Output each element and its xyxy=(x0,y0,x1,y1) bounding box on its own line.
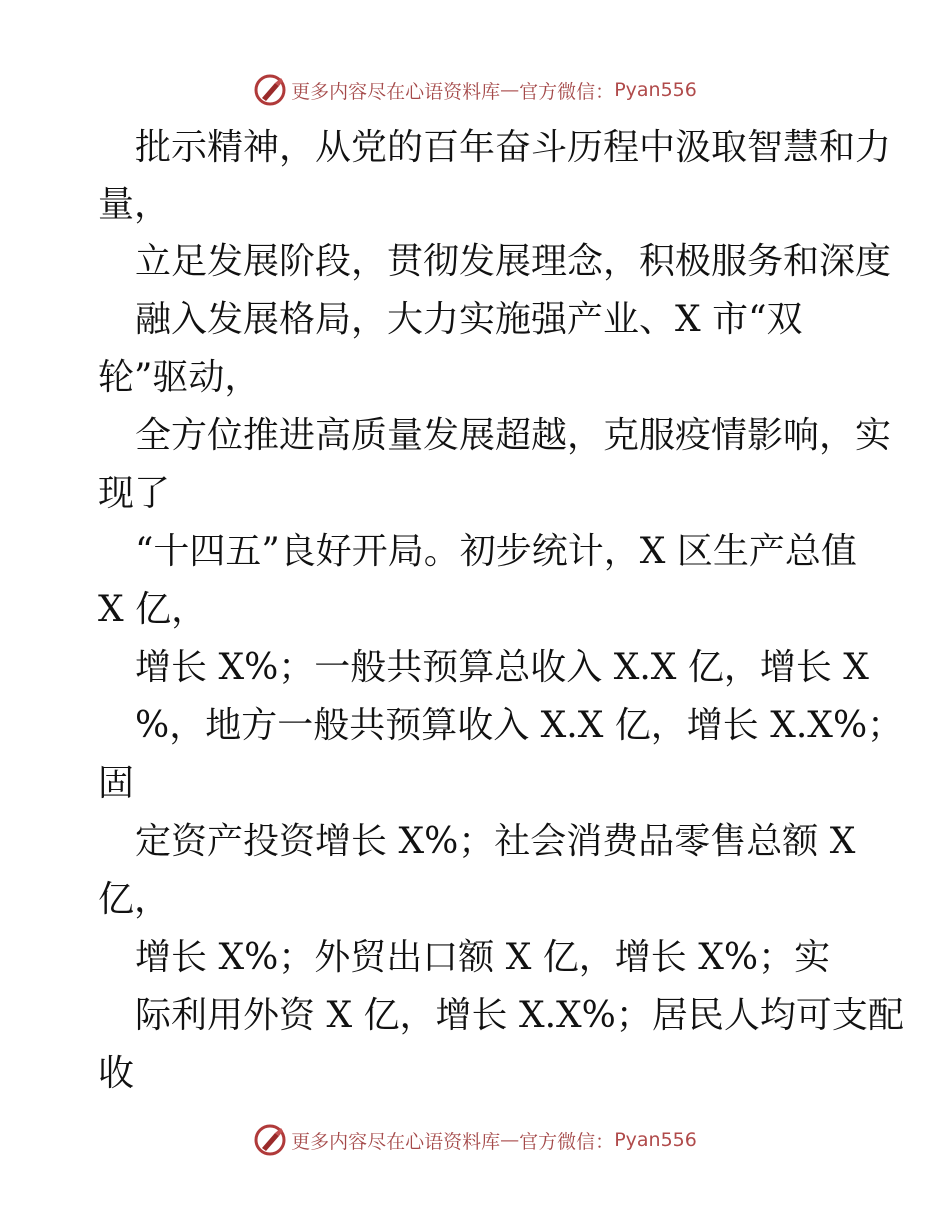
watermark-id: Pyan556 xyxy=(614,1129,697,1151)
watermark-text: 更多内容尽在心语资料库 xyxy=(291,1130,501,1153)
text-line: 收 xyxy=(98,1053,135,1094)
text-line: 亿， xyxy=(98,879,171,920)
watermark-separator: — xyxy=(500,1129,520,1151)
text-line: 立足发展阶段，贯彻发展理念，积极服务和深度 xyxy=(135,241,892,282)
header-watermark xyxy=(0,70,950,110)
text-line: 现了 xyxy=(98,473,171,514)
text-line: 量， xyxy=(98,184,171,225)
text-line: 定资产投资增长 X%；社会消费品零售总额 X xyxy=(135,821,856,862)
watermark-official: 官方微信： xyxy=(519,1130,615,1153)
text-line: 融入发展格局，大力实施强产业、X 市“双 xyxy=(135,299,803,340)
text-line: 轮”驱动， xyxy=(98,357,261,398)
text-line: 际利用外资 X 亿，增长 X.X%；居民人均可支配 xyxy=(135,995,904,1036)
text-line: 增长 X%；外贸出口额 X 亿，增长 X%；实 xyxy=(135,937,831,978)
watermark-separator: — xyxy=(500,79,520,101)
text-line: “十四五”良好开局。初步统计，X 区生产总值 xyxy=(135,531,857,572)
watermark-official: 官方微信： xyxy=(519,80,615,103)
watermark-text: 更多内容尽在心语资料库 xyxy=(291,80,501,103)
text-line: X 亿， xyxy=(98,589,208,630)
text-line: %，地方一般共预算收入 X.X 亿，增长 X.X%； xyxy=(135,705,904,746)
pen-logo-icon xyxy=(253,73,287,107)
text-line: 增长 X%；一般共预算总收入 X.X 亿，增长 X xyxy=(135,647,869,688)
text-line: 固 xyxy=(98,763,135,804)
footer-watermark xyxy=(0,1120,950,1160)
text-line: 批示精神，从党的百年奋斗历程中汲取智慧和力 xyxy=(135,127,892,168)
text-line: 全方位推进高质量发展超越，克服疫情影响，实 xyxy=(135,415,892,456)
pen-logo-icon xyxy=(253,1123,287,1157)
watermark-id: Pyan556 xyxy=(614,79,697,101)
